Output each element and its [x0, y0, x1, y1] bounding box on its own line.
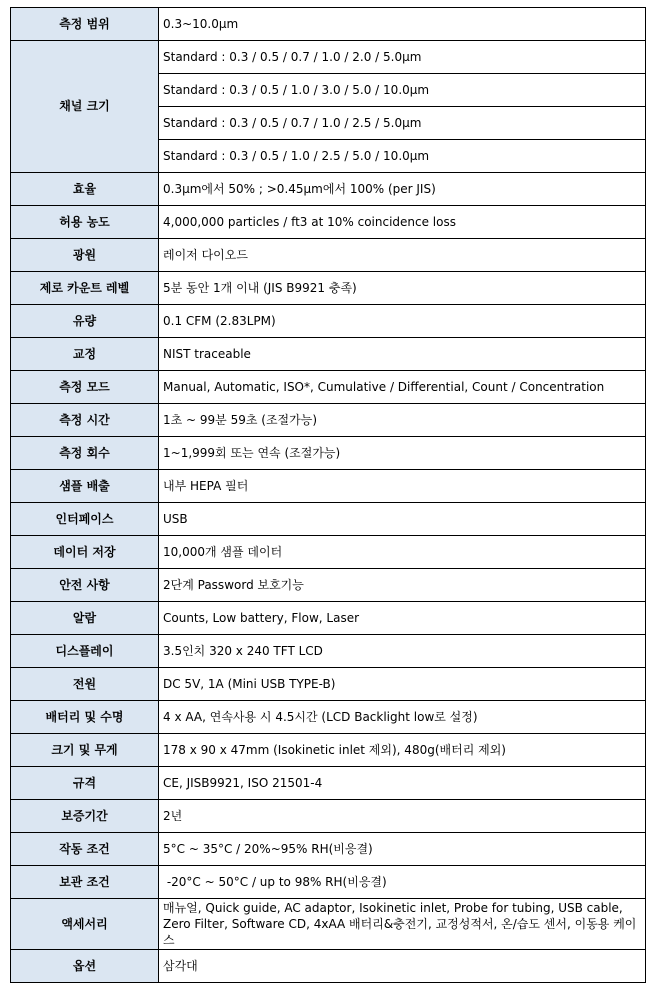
row-label: 데이터 저장	[11, 536, 159, 569]
row-value: 1~1,999회 또는 연속 (조절가능)	[159, 437, 646, 470]
row-value: Standard : 0.3 / 0.5 / 0.7 / 1.0 / 2.5 / 5.0μm	[159, 107, 646, 140]
row-label: 알람	[11, 602, 159, 635]
row-label: 디스플레이	[11, 635, 159, 668]
row-value: 레이저 다이오드	[159, 239, 646, 272]
table-row	[11, 371, 646, 404]
row-label: 유량	[11, 305, 159, 338]
row-label: 배터리 및 수명	[11, 701, 159, 734]
table-row	[11, 734, 646, 767]
row-value: Standard : 0.3 / 0.5 / 0.7 / 1.0 / 2.0 / 5.0μm	[159, 41, 646, 74]
row-label: 옵션	[11, 950, 159, 983]
row-label: 측정 모드	[11, 371, 159, 404]
row-value: 삼각대	[159, 950, 646, 983]
table-row	[11, 239, 646, 272]
table-row	[11, 899, 646, 950]
table-row	[11, 437, 646, 470]
row-value: 5°C ~ 35°C / 20%~95% RH(비응결)	[159, 833, 646, 866]
table-row	[11, 173, 646, 206]
row-value: Standard : 0.3 / 0.5 / 1.0 / 2.5 / 5.0 / 10.0μm	[159, 140, 646, 173]
row-value: DC 5V, 1A (Mini USB TYPE-B)	[159, 668, 646, 701]
table-row	[11, 41, 646, 74]
row-value: 2단계 Password 보호기능	[159, 569, 646, 602]
table-row	[11, 800, 646, 833]
row-value: 1초 ~ 99분 59초 (조절가능)	[159, 404, 646, 437]
row-label: 보증기간	[11, 800, 159, 833]
row-value: 5분 동안 1개 이내 (JIS B9921 충족)	[159, 272, 646, 305]
table-row	[11, 338, 646, 371]
table-row	[11, 635, 646, 668]
row-label: 채널 크기	[11, 41, 159, 173]
row-value: 매뉴얼, Quick guide, AC adaptor, Isokinetic inlet, Probe for tubing, USB cable, Zero Filter, Software CD, 4xAA 배터리&충전기, 교정성적서, 온/습도 센서, 이동용 케이스	[159, 899, 646, 950]
spec-table-body	[11, 8, 646, 983]
row-label: 규격	[11, 767, 159, 800]
table-row	[11, 503, 646, 536]
row-value: 0.3μm에서 50% ; >0.45μm에서 100% (per JIS)	[159, 173, 646, 206]
table-row	[11, 206, 646, 239]
row-value: 4,000,000 particles / ft3 at 10% coincidence loss	[159, 206, 646, 239]
table-row	[11, 536, 646, 569]
row-label: 측정 시간	[11, 404, 159, 437]
table-row	[11, 950, 646, 983]
row-value: Counts, Low battery, Flow, Laser	[159, 602, 646, 635]
table-row	[11, 272, 646, 305]
row-value: Manual, Automatic, ISO*, Cumulative / Differential, Count / Concentration	[159, 371, 646, 404]
row-label: 교정	[11, 338, 159, 371]
row-value: 178 x 90 x 47mm (Isokinetic inlet 제외), 480g(배터리 제외)	[159, 734, 646, 767]
row-label: 측정 회수	[11, 437, 159, 470]
row-label: 안전 사항	[11, 569, 159, 602]
row-label: 인터페이스	[11, 503, 159, 536]
row-value: 0.1 CFM (2.83LPM)	[159, 305, 646, 338]
row-value: 2년	[159, 800, 646, 833]
row-value: CE, JISB9921, ISO 21501-4	[159, 767, 646, 800]
table-row	[11, 470, 646, 503]
row-label: 크기 및 무게	[11, 734, 159, 767]
row-label: 전원	[11, 668, 159, 701]
table-row	[11, 569, 646, 602]
row-label: 액세서리	[11, 899, 159, 950]
row-label: 작동 조건	[11, 833, 159, 866]
row-value: 10,000개 샘플 데이터	[159, 536, 646, 569]
row-value: NIST traceable	[159, 338, 646, 371]
row-label: 보관 조건	[11, 866, 159, 899]
table-row	[11, 833, 646, 866]
table-row	[11, 8, 646, 41]
table-row	[11, 866, 646, 899]
table-row	[11, 767, 646, 800]
row-value: -20°C ~ 50°C / up to 98% RH(비응결)	[159, 866, 646, 899]
table-row	[11, 701, 646, 734]
row-value: Standard : 0.3 / 0.5 / 1.0 / 3.0 / 5.0 / 10.0μm	[159, 74, 646, 107]
table-row	[11, 602, 646, 635]
row-label: 광원	[11, 239, 159, 272]
table-row	[11, 404, 646, 437]
row-label: 허용 농도	[11, 206, 159, 239]
row-label: 효율	[11, 173, 159, 206]
row-label: 제로 카운트 레벨	[11, 272, 159, 305]
row-value: 3.5인치 320 x 240 TFT LCD	[159, 635, 646, 668]
row-value: 4 x AA, 연속사용 시 4.5시간 (LCD Backlight low로 설정)	[159, 701, 646, 734]
row-value: 내부 HEPA 필터	[159, 470, 646, 503]
row-label: 샘플 배출	[11, 470, 159, 503]
spec-table	[10, 7, 646, 983]
row-label: 측정 범위	[11, 8, 159, 41]
table-row	[11, 668, 646, 701]
table-row	[11, 305, 646, 338]
row-value: 0.3~10.0μm	[159, 8, 646, 41]
row-value: USB	[159, 503, 646, 536]
